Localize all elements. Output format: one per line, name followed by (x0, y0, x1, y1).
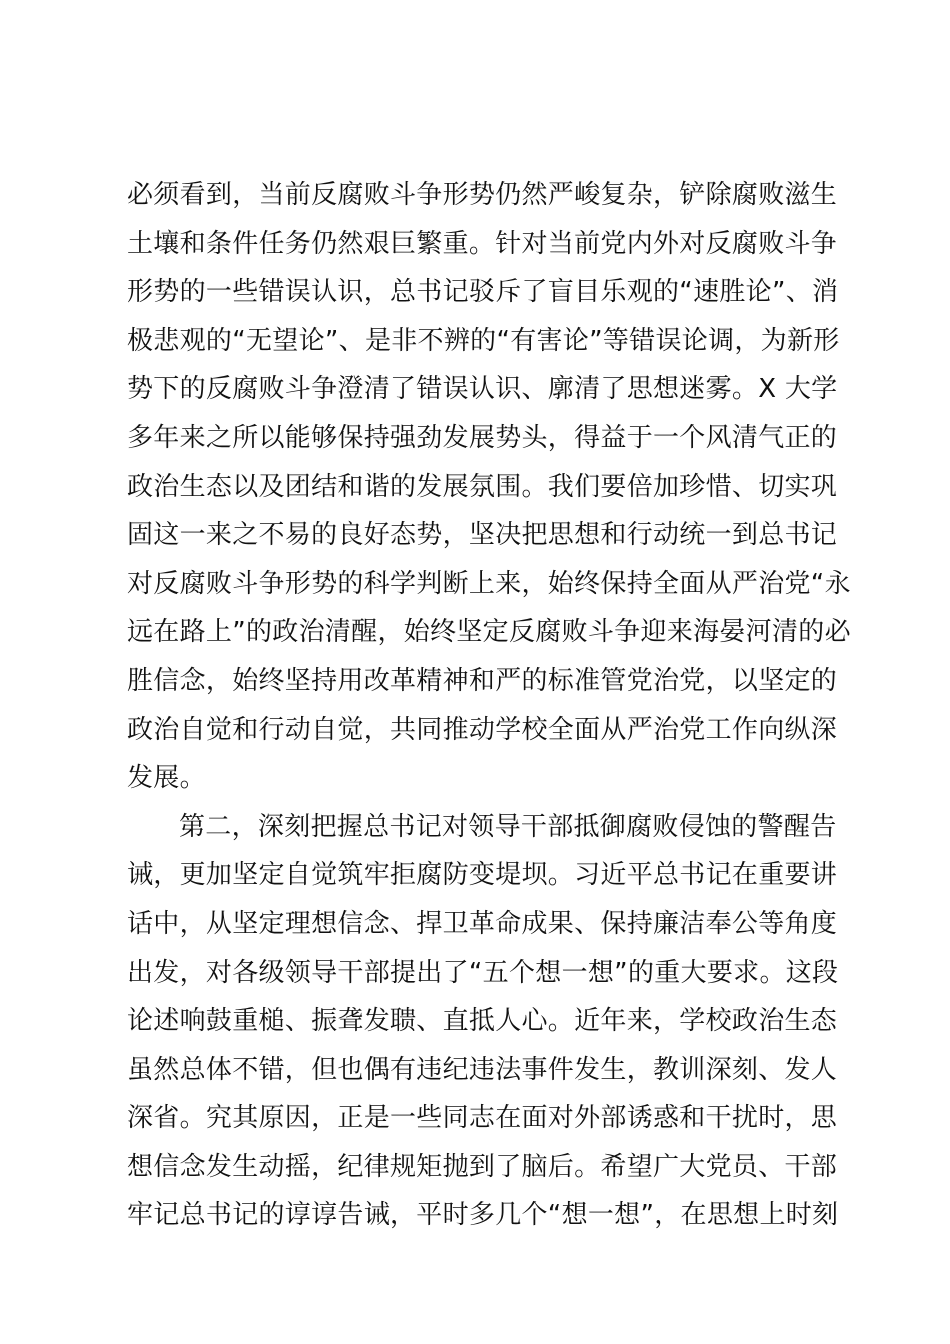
text-line: 虽然总体不错，但也偶有违纪违法事件发生，教训深刻、发人 (127, 1054, 838, 1085)
text-line: 出发，对各级领导干部提出了“五个想一想”的重大要求。这段 (127, 957, 839, 988)
text-line: 政治自觉和行动自觉，共同推动学校全面从严治党工作向纵深 (127, 714, 838, 745)
text-line: 第二，深刻把握总书记对领导干部抵御腐败侵蚀的警醒告 (179, 811, 837, 842)
text-line: 极悲观的“无望论”、是非不辨的“有害论”等错误论调，为新形 (127, 325, 840, 356)
text-line: 形势的一些错误认识，总书记驳斥了盲目乐观的“速胜论”、消 (127, 277, 839, 308)
text-line: 胜信念，始终坚持用改革精神和严的标准管党治党，以坚定的 (127, 665, 838, 696)
text-line: 想信念发生动摇，纪律规矩抛到了脑后。希望广大党员、干部 (127, 1151, 838, 1182)
text-line: 必须看到，当前反腐败斗争形势仍然严峻复杂，铲除腐败滋生 (127, 180, 838, 210)
text-line: 牢记总书记的谆谆告诫，平时多几个“想一想”，在思想上时刻 (127, 1200, 839, 1231)
text-line: 话中，从坚定理想信念、捍卫革命成果、保持廉洁奉公等角度 (127, 908, 838, 939)
text-line: 多年来之所以能够保持强劲发展势头，得益于一个风清气正的 (127, 422, 838, 453)
text-line: 势下的反腐败斗争澄清了错误认识、廓清了思想迷雾。X 大学 (127, 374, 838, 405)
text-line: 固这一来之不易的良好态势，坚决把思想和行动统一到总书记 (127, 520, 838, 551)
text-line: 诫，更加坚定自觉筑牢拒腐防变堤坝。习近平总书记在重要讲 (127, 860, 838, 891)
text-line: 发展。 (127, 763, 206, 794)
document-body (127, 171, 851, 1240)
paragraph-2 (127, 803, 839, 1240)
paragraph-1 (127, 171, 851, 803)
text-line: 政治生态以及团结和谐的发展氛围。我们要倍加珍惜、切实巩 (127, 471, 838, 502)
text-line: 土壤和条件任务仍然艰巨繁重。针对当前党内外对反腐败斗争 (127, 228, 838, 259)
text-line: 对反腐败斗争形势的科学判断上来，始终保持全面从严治党“永 (127, 568, 851, 599)
text-line: 论述响鼓重槌、振聋发聩、直抵人心。近年来，学校政治生态 (127, 1006, 838, 1037)
text-line: 深省。究其原因，正是一些同志在面对外部诱惑和干扰时，思 (127, 1103, 838, 1134)
text-line: 远在路上”的政治清醒，始终坚定反腐败斗争迎来海晏河清的必 (127, 617, 851, 648)
